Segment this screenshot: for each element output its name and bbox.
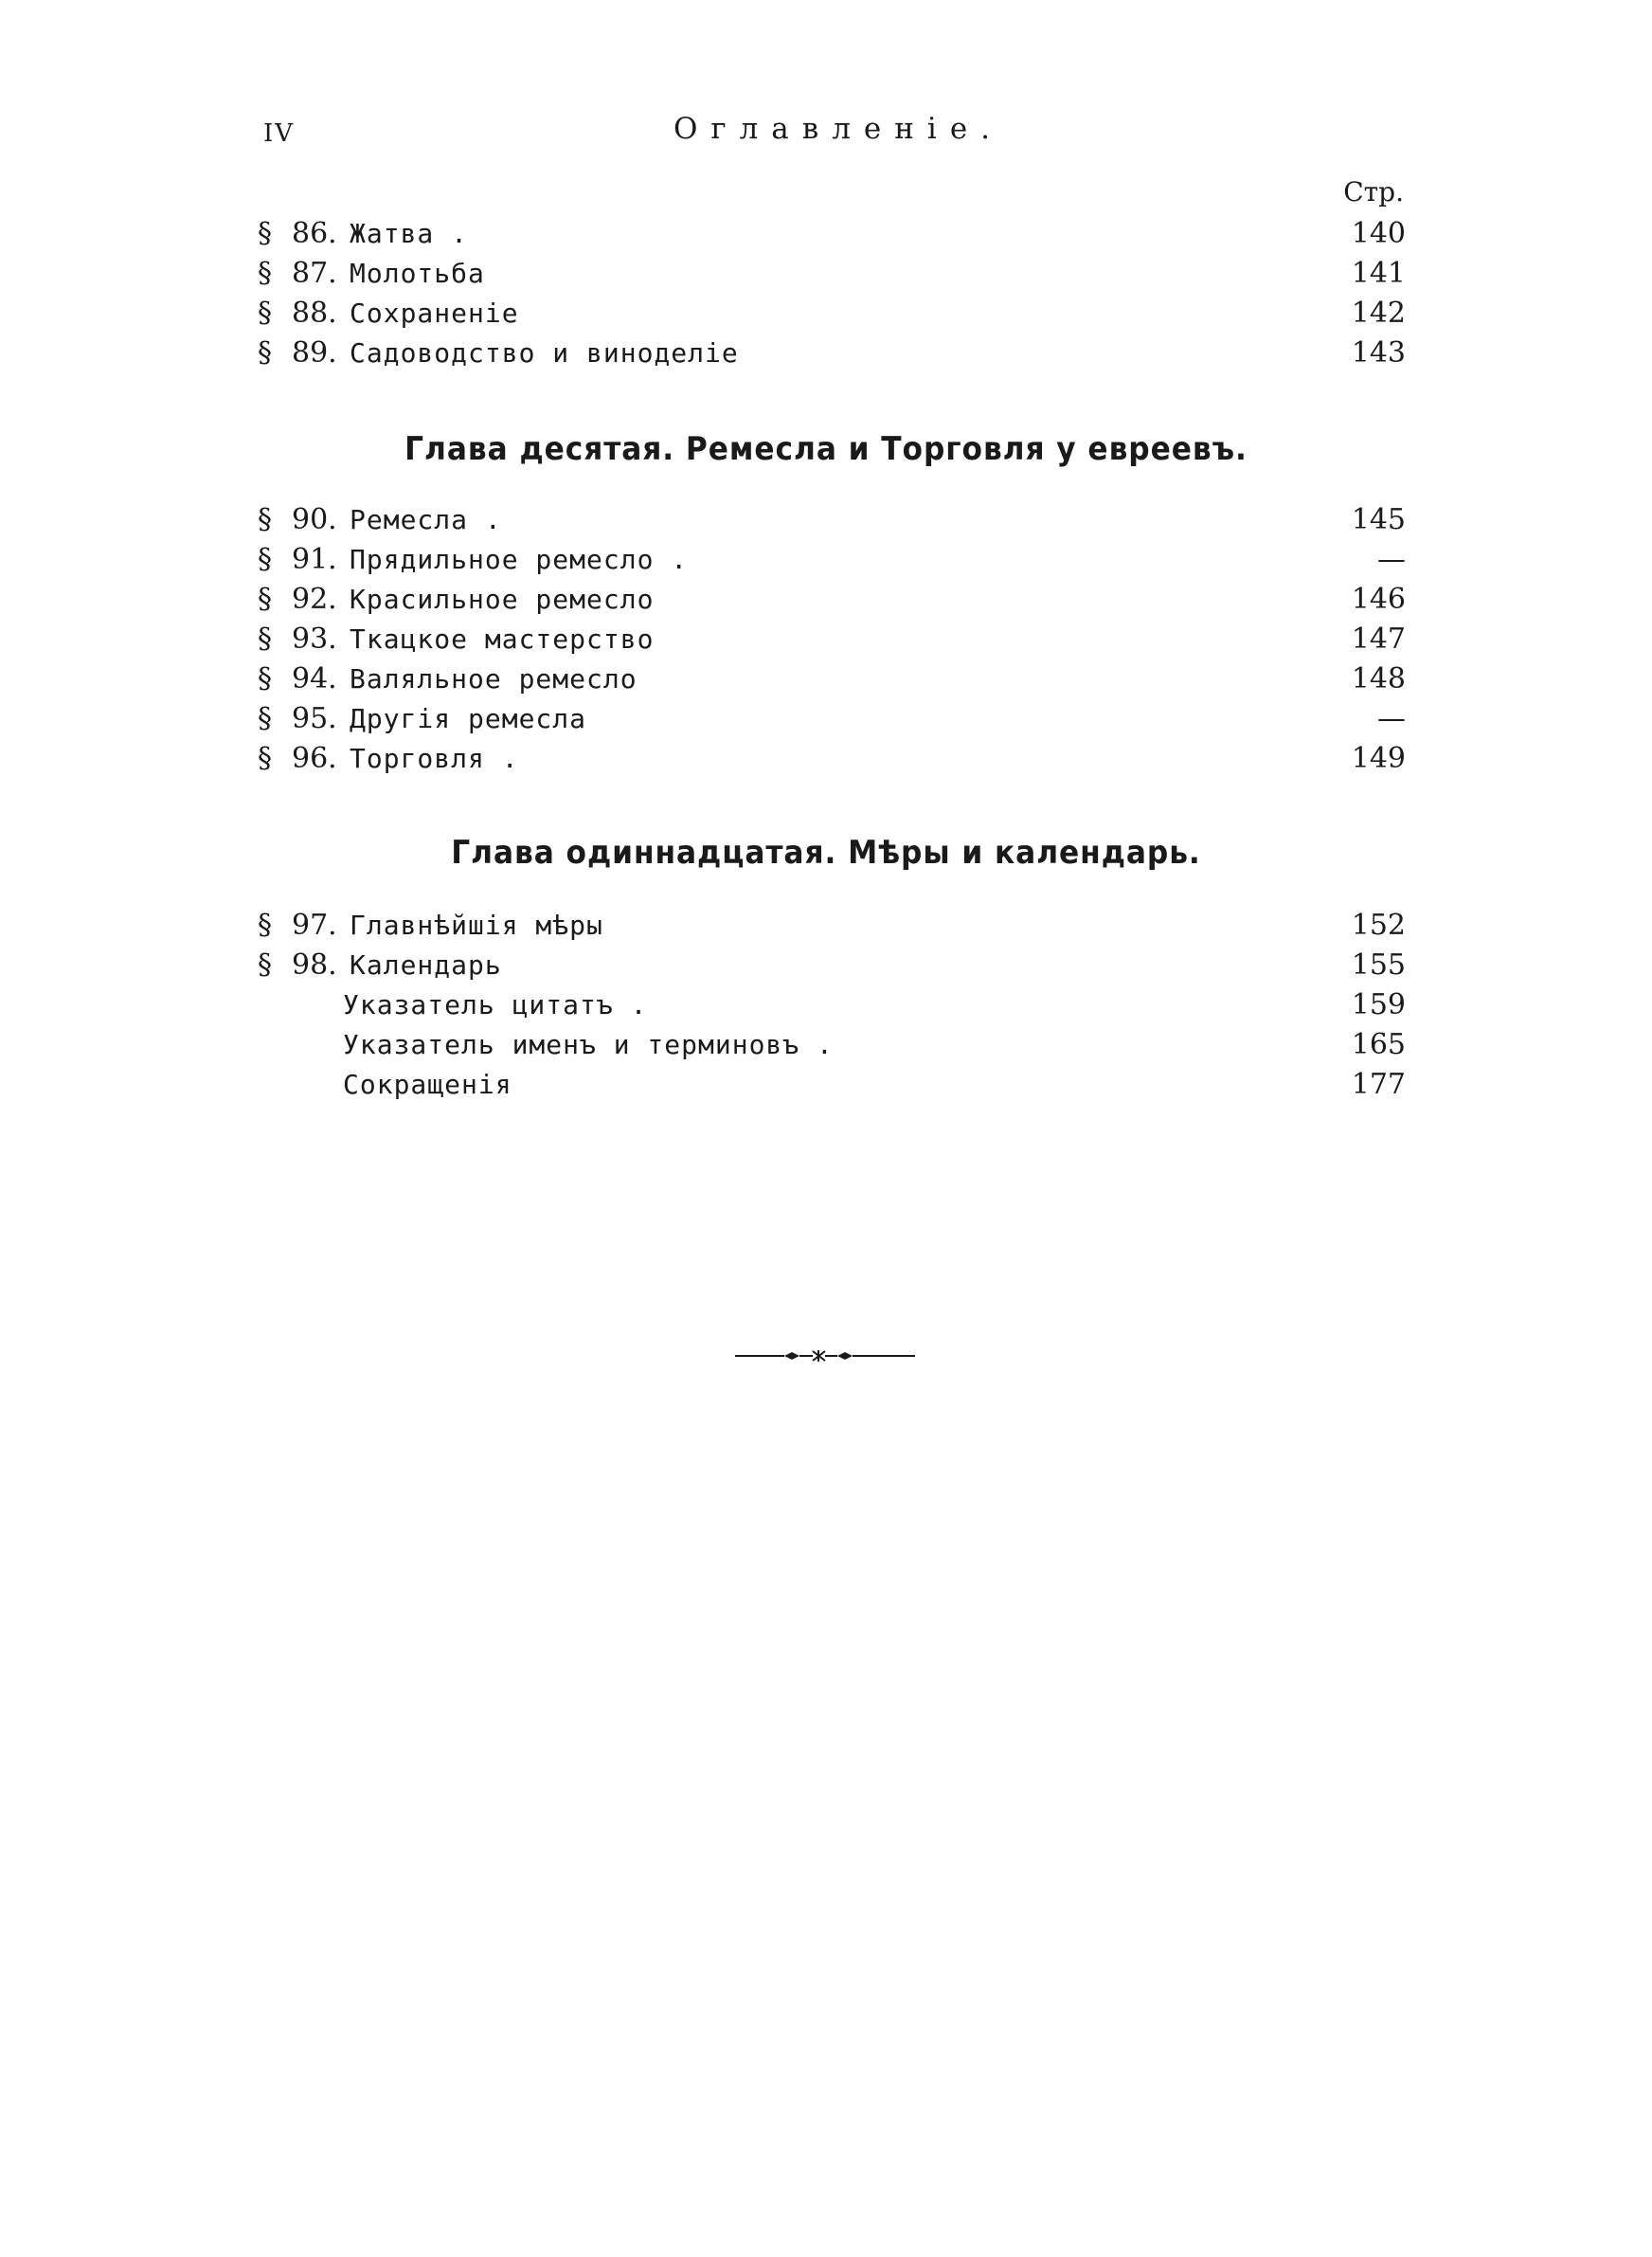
- section-symbol: §: [258, 702, 272, 735]
- section-symbol: §: [258, 583, 272, 616]
- entry-page: 143: [1351, 336, 1406, 370]
- entry-page: —: [1377, 543, 1406, 576]
- entry-title: Молотьба: [350, 258, 485, 289]
- toc-entry: [258, 214, 1406, 254]
- toc-entry: [258, 739, 1406, 779]
- entry-title: Сохраненіе: [350, 298, 519, 329]
- section-number: 96.: [292, 742, 337, 775]
- toc-entry: [258, 254, 1406, 294]
- section-symbol: §: [258, 742, 272, 775]
- section-number: 91.: [292, 543, 337, 576]
- section-symbol: §: [258, 257, 272, 290]
- toc-entry: [258, 985, 1406, 1025]
- section-symbol: §: [258, 503, 272, 536]
- entry-page: 149: [1351, 742, 1406, 775]
- section-number: 97.: [292, 909, 337, 942]
- entry-page: 141: [1351, 257, 1406, 290]
- section-number: 87.: [292, 257, 337, 290]
- page-column-label: Стр.: [1343, 176, 1404, 208]
- entry-title: Сокращенія: [343, 1069, 512, 1100]
- section-symbol: §: [258, 543, 272, 576]
- section-number: 92.: [292, 583, 337, 616]
- running-title: Оглавленіе.: [673, 112, 1004, 146]
- entry-title: Главнѣйшія мѣры: [350, 910, 603, 941]
- entry-page: 140: [1351, 217, 1406, 250]
- entry-page: 177: [1351, 1068, 1406, 1101]
- end-flourish-icon: [735, 1349, 915, 1363]
- entry-title: Прядильное ремесло .: [350, 544, 689, 575]
- section-number: 88.: [292, 297, 337, 330]
- page-number: IV: [263, 119, 296, 148]
- toc-entry: [258, 1065, 1406, 1105]
- entry-page: 159: [1351, 988, 1406, 1021]
- toc-group-crafts: [258, 500, 1406, 779]
- entry-title: Ремесла .: [350, 504, 502, 535]
- toc-entry: [258, 580, 1406, 620]
- chapter-heading: Глава одиннадцатая. Мѣры и календарь.: [451, 834, 1201, 872]
- entry-page: —: [1377, 702, 1406, 735]
- entry-page: 148: [1351, 662, 1406, 695]
- toc-entry: [258, 500, 1406, 540]
- section-number: 89.: [292, 336, 337, 370]
- toc-entry: [258, 620, 1406, 659]
- toc-entry: [258, 699, 1406, 739]
- entry-title: Другія ремесла: [350, 703, 587, 734]
- section-number: 93.: [292, 623, 337, 656]
- section-number: 95.: [292, 702, 337, 735]
- section-number: 98.: [292, 948, 337, 982]
- toc-group-measures: [258, 906, 1406, 1105]
- toc-entry: [258, 334, 1406, 373]
- toc-entry: [258, 659, 1406, 699]
- entry-title: Указатель именъ и терминовъ .: [343, 1029, 834, 1060]
- toc-group-agriculture: [258, 214, 1406, 373]
- section-symbol: §: [258, 909, 272, 942]
- section-symbol: §: [258, 623, 272, 656]
- entry-page: 146: [1351, 583, 1406, 616]
- section-number: 86.: [292, 217, 337, 250]
- entry-page: 165: [1351, 1028, 1406, 1061]
- entry-page: 155: [1351, 948, 1406, 982]
- entry-page: 142: [1351, 297, 1406, 330]
- entry-title: Календарь: [350, 949, 502, 981]
- toc-entry: [258, 540, 1406, 580]
- section-number: 94.: [292, 662, 337, 695]
- toc-entry: [258, 294, 1406, 334]
- section-number: 90.: [292, 503, 337, 536]
- toc-entry: [258, 1025, 1406, 1065]
- entry-title: Красильное ремесло: [350, 584, 655, 615]
- entry-title: Жатва .: [350, 218, 469, 249]
- entry-title: Указатель цитатъ .: [343, 989, 648, 1020]
- section-symbol: §: [258, 297, 272, 330]
- entry-page: 152: [1351, 909, 1406, 942]
- entry-title: Торговля .: [350, 743, 519, 774]
- entry-page: 145: [1351, 503, 1406, 536]
- section-symbol: §: [258, 217, 272, 250]
- running-head: [256, 112, 1421, 150]
- entry-title: Ткацкое мастерство: [350, 623, 655, 655]
- toc-entry: [258, 946, 1406, 985]
- section-symbol: §: [258, 662, 272, 695]
- section-symbol: §: [258, 948, 272, 982]
- toc-entry: [258, 906, 1406, 946]
- chapter-heading: Глава десятая. Ремесла и Торговля у евреевъ.: [404, 430, 1248, 468]
- entry-title: Валяльное ремесло: [350, 663, 637, 695]
- entry-title: Садоводство и виноделіе: [350, 337, 739, 369]
- section-symbol: §: [258, 336, 272, 370]
- entry-page: 147: [1351, 623, 1406, 656]
